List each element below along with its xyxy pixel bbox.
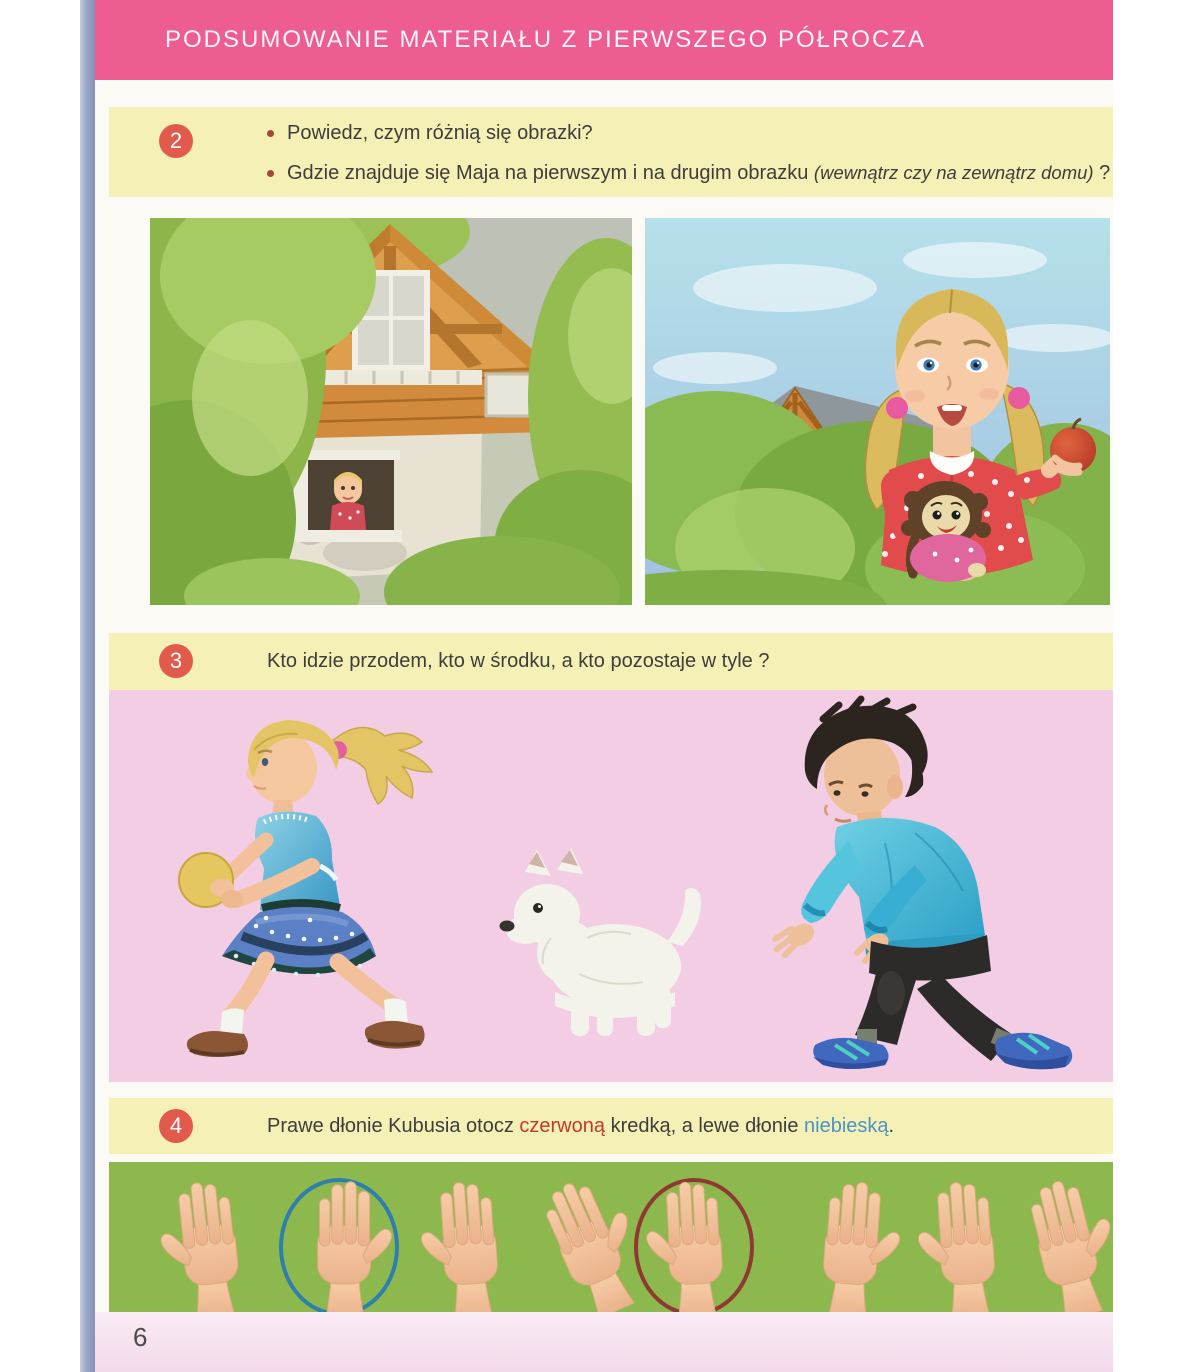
task4-period: . [888, 1114, 895, 1137]
task3-number-badge [159, 644, 193, 678]
task2-bullet1 [267, 113, 1110, 153]
page-footer [95, 1312, 1113, 1372]
task4-sentence [267, 1098, 894, 1154]
hand-2 [287, 1176, 397, 1312]
workbook-page [95, 0, 1113, 1372]
page-number: 6 [133, 1322, 148, 1352]
task2-bullets [267, 113, 1110, 193]
task4-word-blue: niebieską [804, 1114, 889, 1137]
walking-boy-figure [765, 693, 1095, 1082]
bullet-dot-icon [267, 170, 274, 177]
task2-bullet1-text: Powiedz, czym różnią się obrazki? [287, 121, 593, 144]
task2-bullet2-italic: (wewnątrz czy na zewnątrz domu) [813, 162, 1094, 183]
hand-8 [1010, 1176, 1113, 1312]
house-scene-image [150, 218, 632, 605]
hand-icon [412, 1173, 526, 1312]
hand-4 [532, 1176, 642, 1312]
walking-scene-band [109, 690, 1113, 1082]
hand-icon [999, 1165, 1113, 1312]
task4-number-badge [159, 1109, 193, 1143]
task2-instruction-band [109, 107, 1113, 197]
hand-6 [794, 1176, 904, 1312]
hand-5 [642, 1176, 752, 1312]
walking-girl-figure [170, 698, 470, 1082]
bullet-dot-icon [267, 130, 274, 137]
hands-band [109, 1162, 1113, 1312]
task4-text-before: Prawe dłonie Kubusia otocz [267, 1114, 514, 1137]
task4-instruction-band [109, 1098, 1113, 1154]
task2-number: 2 [169, 128, 183, 153]
task2-number-badge [159, 124, 193, 158]
hand-icon [149, 1171, 267, 1312]
hand-1 [157, 1176, 267, 1312]
task4-word-red: czerwoną [519, 1114, 605, 1137]
page-header [95, 0, 1113, 80]
task4-number: 4 [169, 1113, 183, 1138]
task4-text-middle: kredką, a lewe dłonie [610, 1114, 799, 1137]
task2-bullet2-text: Gdzie znajduje się Maja na pierwszym i na drugim obrazku [287, 161, 809, 184]
white-terrier-figure [495, 842, 725, 1052]
book-spine-edge [80, 0, 95, 1372]
maja-outdoor-image [645, 218, 1110, 605]
task3-number: 3 [169, 648, 183, 673]
hand-icon [795, 1173, 909, 1312]
illustration-house-maja-in-window [150, 218, 632, 605]
task3-question: Kto idzie przodem, kto w środku, a kto pozostaje w tyle ? [267, 650, 770, 672]
task3-instruction-band [109, 633, 1113, 690]
hand-icon [638, 1174, 749, 1312]
page-title: PODSUMOWANIE MATERIAŁU Z PIERWSZEGO PÓŁROCZA [165, 26, 926, 53]
task2-bullet2-qmark: ? [1099, 161, 1111, 184]
hand-icon [293, 1176, 397, 1312]
task2-bullet2 [267, 153, 1110, 193]
hand-3 [417, 1176, 527, 1312]
illustration-maja-holding-doll-and-apple [645, 218, 1110, 605]
